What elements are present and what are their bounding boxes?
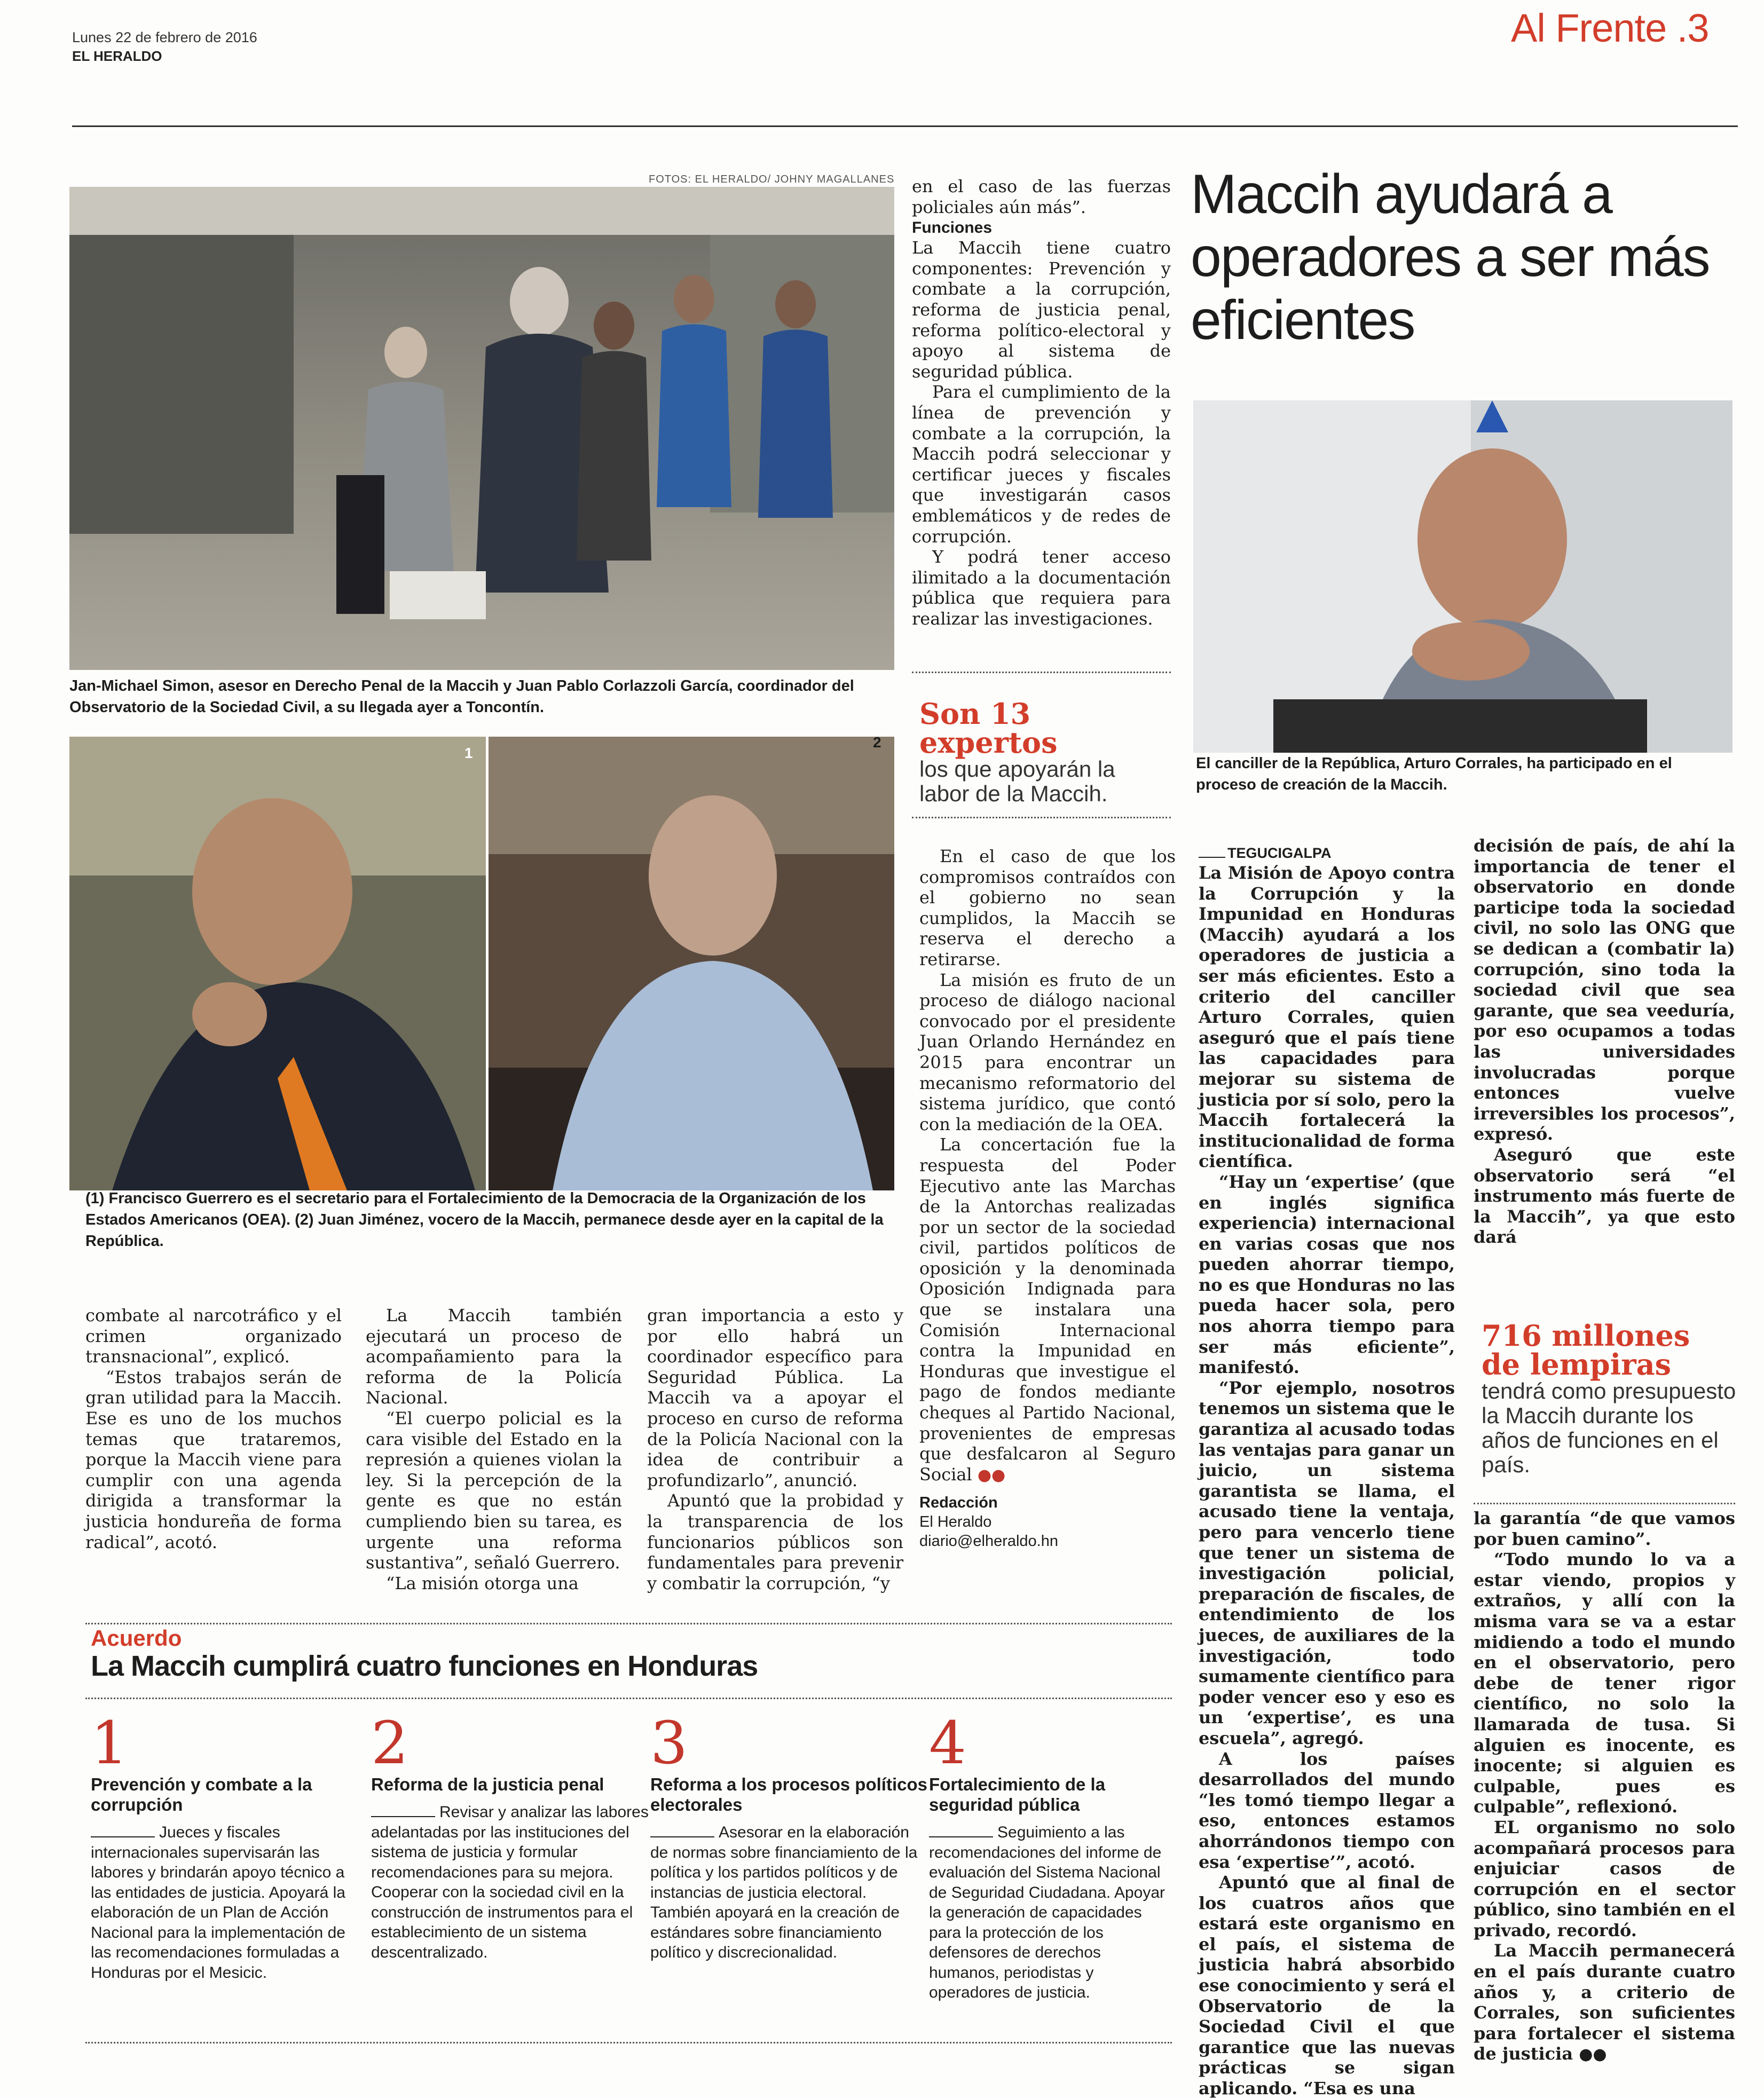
- highlight-figure: 716 millones de lempiras: [1482, 1319, 1690, 1382]
- function-item-1: [91, 1709, 368, 1983]
- function-title: Prevención y combate a la corrupción: [91, 1774, 312, 1814]
- column-bottom-1: [85, 1305, 342, 1552]
- end-mark: ●●: [977, 1465, 1006, 1485]
- highlight-figure: Son 13 expertos: [919, 697, 1058, 760]
- acuerdo-title: La Maccih cumplirá cuatro funciones en Honduras: [91, 1650, 758, 1682]
- lead-rule: [650, 1825, 714, 1837]
- function-number: 1: [91, 1709, 128, 1777]
- function-number: 2: [371, 1709, 408, 1777]
- function-item-4: [929, 1709, 1175, 2003]
- lead-paragraph: La Misión de Apoyo contra la Corrupción y la Impunidad en Honduras (Maccih) ayudará a los operadores de justicia a ser más eficientes. Esto a criterio del canciller Arturo Corrales, quien aseguró que el país tiene las capacidades para mejorar su sistema de justicia por sí solo, pero la Maccih fortalecerá la institucionalidad de forma científica.: [1199, 863, 1455, 1172]
- photo-main-caption: Jan-Michael Simon, asesor en Derecho Penal de la Maccih y Juan Pablo Corlazzoli García, coordinador del Observatorio de la Sociedad Civil, a su llegada ayer a Toncontín.: [69, 677, 854, 716]
- paragraph: combate al narcotráfico y el crimen organizado transnacional”, explicó.: [85, 1305, 342, 1367]
- paragraph: “Hay un ‘expertise’ (que en inglés significa experiencia) internacional en varias cosas que nos pueden ahorrar tiempo, no es que Honduras no las pueda hacer sola, pero nos ahorra tiempo para ser más eficiente”, manifestó.: [1199, 1171, 1455, 1378]
- byline-paper: El Heraldo: [919, 1513, 992, 1531]
- paragraph: Apuntó que al final de los cuatros años que estará este organismo en el país, el sistema de justicia habrá absorbido ese conocimiento y será el Observatorio de la Sociedad Civil el que garantice que las nuevas prácticas se sigan aplicando. “Esa es una: [1199, 1872, 1455, 2099]
- lead-rule: [929, 1825, 993, 1837]
- paragraph: “La misión otorga una: [386, 1573, 579, 1593]
- paragraph: Para el cumplimiento de la línea de prevención y combate a la corrupción, la Maccih podrá seleccionar y certificar jueces y fiscales que investigarán casos emblemáticos y de redes de corrupción.: [912, 382, 1171, 547]
- column-middle-bottom: [919, 846, 1176, 1551]
- function-number: 3: [650, 1709, 688, 1777]
- photo-guerrero: [69, 737, 486, 1190]
- paragraph: Aseguró que este observatorio será “el instrumento más fuerte de la Maccih”, ya que esto dará: [1474, 1144, 1735, 1248]
- function-body: [929, 1822, 1175, 2003]
- subhead-funciones: Funciones: [912, 219, 993, 237]
- paragraph-text: La concertación fue la respuesta del Poder Ejecutivo ante las Marchas de la Antorchas realizadas por un sector de la sociedad civil, partidos políticos de oposición y la denominada Oposición Indignada para que se instalara una Comisión Internacional contra la Impunidad en Honduras que investigue el pago de fondos mediante cheques al Partido Nacional, provenientes de empresas que desfalcaron al Seguro Social: [919, 1134, 1176, 1485]
- divider: [912, 672, 1171, 673]
- paragraph: En el caso de que los compromisos contraídos con el gobierno no sean cumplidos, la Maccih se reserva el derecho a retirarse.: [919, 846, 1176, 969]
- function-body-text: Jueces y fiscales internacionales supervisarán las labores y brindarán apoyo técnico a las entidades de justicia. Apoyará la elaboración de un Plan de Acción Nacional para la implementación de las recomendaciones formuladas a Honduras por el Mesicic.: [91, 1824, 345, 1982]
- header-rule: [72, 125, 1738, 127]
- photo-right-caption: El canciller de la República, Arturo Corrales, ha participado en el proceso de creación de la Maccih.: [1196, 755, 1672, 793]
- function-body-text: Asesorar en la elaboración de normas sobre financiamiento de la política y los partidos políticos y de instancias de justicia electoral. También apoyará en la creación de estándares sobre financiamiento político y discrecionalidad.: [650, 1824, 918, 1961]
- section-title: [1511, 5, 1709, 51]
- divider: [85, 1698, 1172, 1699]
- lead-rule: [371, 1804, 435, 1817]
- function-title: Reforma a los procesos políticos electorales: [650, 1774, 927, 1814]
- function-body-text: Revisar y analizar las labores adelantadas por las instituciones del sistema de justicia y formular recomendaciones para su mejora. Cooperar con la sociedad civil en la construcción de instrumentos para el establecimiento de un sistema descentralizado.: [371, 1803, 649, 1961]
- paragraph: Y podrá tener acceso ilimitado a la documentación pública que requiera para realizar las investigaciones.: [912, 547, 1171, 629]
- divider: [85, 1623, 1172, 1624]
- paragraph: [919, 1134, 1176, 1486]
- column-middle-top: [912, 176, 1171, 629]
- function-item-2: [371, 1709, 649, 1962]
- function-title: Reforma de la justicia penal: [371, 1774, 604, 1794]
- dateline-text: TEGUCIGALPA: [1227, 845, 1332, 861]
- function-body: [371, 1802, 649, 1962]
- photo-pair-caption: (1) Francisco Guerrero es el secretario para el Fortalecimiento de la Democracia de la Organización de los Estados Americanos (OEA). (2) Juan Jiménez, vocero de la Maccih, permanece desde ayer en la capital de la República.: [85, 1190, 884, 1250]
- paragraph: A los países desarrollados del mundo “les tomó tiempo llegar a eso, entonces estamos ahorrándonos tiempo con esa ‘expertise’”, acotó.: [1199, 1748, 1455, 1872]
- page-date: Lunes 22 de febrero de 2016: [72, 29, 257, 45]
- divider: [1474, 1503, 1735, 1504]
- paragraph: “Por ejemplo, nosotros tenemos un sistema que le garantiza al acusado todas las ventajas para ganar un juicio, un sistema garantista se llama, el acusado tiene la ventaja, pero para vencerlo tiene que tener un sistema de investigación policial, preparación de fiscales, de entendimiento de los jueces, de auxiliares de la investigación, todo sumamente científico para poder vencer eso y eso es un ‘expertise’, es una escuela”, agregó.: [1199, 1377, 1455, 1748]
- lead-rule: [91, 1825, 155, 1837]
- paragraph: La Maccih tiene cuatro componentes: Prevención y combate a la corrupción, reforma de justicia penal, reforma político-electoral y apoyo al sistema de seguridad pública.: [912, 238, 1171, 382]
- paragraph: La misión es fruto de un proceso de diálogo nacional convocado por el presidente Juan Orlando Hernández en 2015 para encontrar un mecanismo reformatorio del sistema jurídico, que contó con la mediación de la OEA.: [919, 969, 1176, 1134]
- column-4: [1199, 843, 1455, 2099]
- section-name: Al Frente: [1511, 6, 1667, 50]
- paragraph: “Estos trabajos serán de gran utilidad para la Maccih. Ese es uno de los muchos temas que trataremos, porque la Maccih viene para cumplir con una agenda dirigida a transformar la justicia hondureña de forma radical”, acotó.: [85, 1367, 342, 1552]
- paragraph: en el caso de las fuerzas policiales aún más”.: [912, 176, 1171, 217]
- function-title: Fortalecimiento de la seguridad pública: [929, 1774, 1106, 1814]
- paragraph: decisión de país, de ahí la importancia de tener el observatorio en donde participe toda la sociedad civil, no solo las ONG que se dedican a (combatir la) corrupción, sino toda la sociedad civil que sea garante, que sea veeduría, por eso ocupamos a todas las universidades involucradas porque entonces vuelve irreversibles los procesos”, expresó.: [1474, 835, 1735, 1145]
- function-item-3: [650, 1709, 928, 1963]
- photo-credit: FOTOS: EL HERALDO/ JOHNY MAGALLANES: [649, 173, 895, 185]
- column-bottom-2: [366, 1305, 622, 1593]
- paragraph-text: La Maccih permanecerá en el país durante cuatro años y, a criterio de Corrales, son suficientes para fortalecer el sistema de justicia: [1474, 1940, 1735, 2064]
- headline: Maccih ayudará a operadores a ser más eficientes: [1191, 163, 1710, 351]
- end-mark: ●●: [1579, 2045, 1607, 2064]
- byline-email: diario@elheraldo.hn: [919, 1533, 1058, 1550]
- highlight-text: tendrá como presupuesto la Maccih durante los años de funciones en el país.: [1482, 1378, 1736, 1477]
- divider: [912, 817, 1171, 818]
- paragraph: EL organismo no solo acompañará procesos para enjuiciar casos de corrupción en el sector público, sino también en el privado, recordó.: [1474, 1817, 1735, 1940]
- page-number: .3: [1676, 6, 1709, 50]
- column-5-top: [1474, 835, 1735, 1248]
- column-5-bottom: [1474, 1508, 1735, 2065]
- function-body: [91, 1822, 368, 1983]
- paragraph: Apuntó que la probidad y la transparencia de los funcionarios públicos son fundamentales para prevenir y combatir la corrupción, “y: [647, 1490, 903, 1593]
- dateline-rule: [1199, 846, 1225, 858]
- photo-number-2: 2: [873, 737, 881, 751]
- dateline: [1199, 843, 1455, 863]
- function-body-text: Seguimiento a las recomendaciones del informe de evaluación del Sistema Nacional de Seguridad Ciudadana. Apoyar la generación de capacidades para la protección de los defensores de derechos humanos, periodistas y operadores de justicia.: [929, 1824, 1166, 2001]
- paragraph: “El cuerpo policial es la cara visible del Estado en la represión a quienes violan la ley. Si la percepción de la gente es que no están cumpliendo bien su tarea, es urgente una reforma sustantiva”, señaló Guerrero.: [366, 1408, 622, 1573]
- highlight-budget: [1482, 1321, 1738, 1477]
- paragraph: “Todo mundo lo va a estar viendo, propios y extraños, y allí con la misma vara se va a estar midiendo a todo el mundo en el observatorio, pero debe de tener rigor científico, no solo la llamarada de tusa. Si alguien es inocente, es inocente; si alguien es culpable, pues es culpable”, reflexionó.: [1474, 1549, 1735, 1817]
- paragraph: la garantía “de que vamos por buen camino”.: [1474, 1508, 1735, 1549]
- paragraph: [1474, 1940, 1735, 2065]
- column-bottom-3: [647, 1305, 903, 1593]
- highlight-text: los que apoyarán la labor de la Maccih.: [919, 756, 1115, 806]
- function-body: [650, 1822, 928, 1963]
- photo-number-1: 1: [464, 745, 473, 761]
- photo-corrales: [1193, 400, 1732, 753]
- function-number: 4: [929, 1709, 966, 1777]
- divider: [85, 2042, 1172, 2043]
- paragraph: La Maccih también ejecutará un proceso de acompañamiento para la reforma de la Policía Nacional.: [366, 1305, 622, 1408]
- photo-jimenez: [489, 737, 894, 1190]
- highlight-experts: [919, 699, 1170, 806]
- paragraph: gran importancia a esto y por ello habrá un coordinador específico para Seguridad Pública. La Maccih va a apoyar el proceso en curso de reforma de la Policía Nacional con la idea de contribuir a profundizarlo”, anunció.: [647, 1305, 903, 1490]
- acuerdo-label: Acuerdo: [91, 1625, 182, 1651]
- byline-label: Redacción: [919, 1494, 998, 1512]
- photo-arrival: [69, 187, 894, 670]
- newspaper-name: EL HERALDO: [72, 48, 162, 64]
